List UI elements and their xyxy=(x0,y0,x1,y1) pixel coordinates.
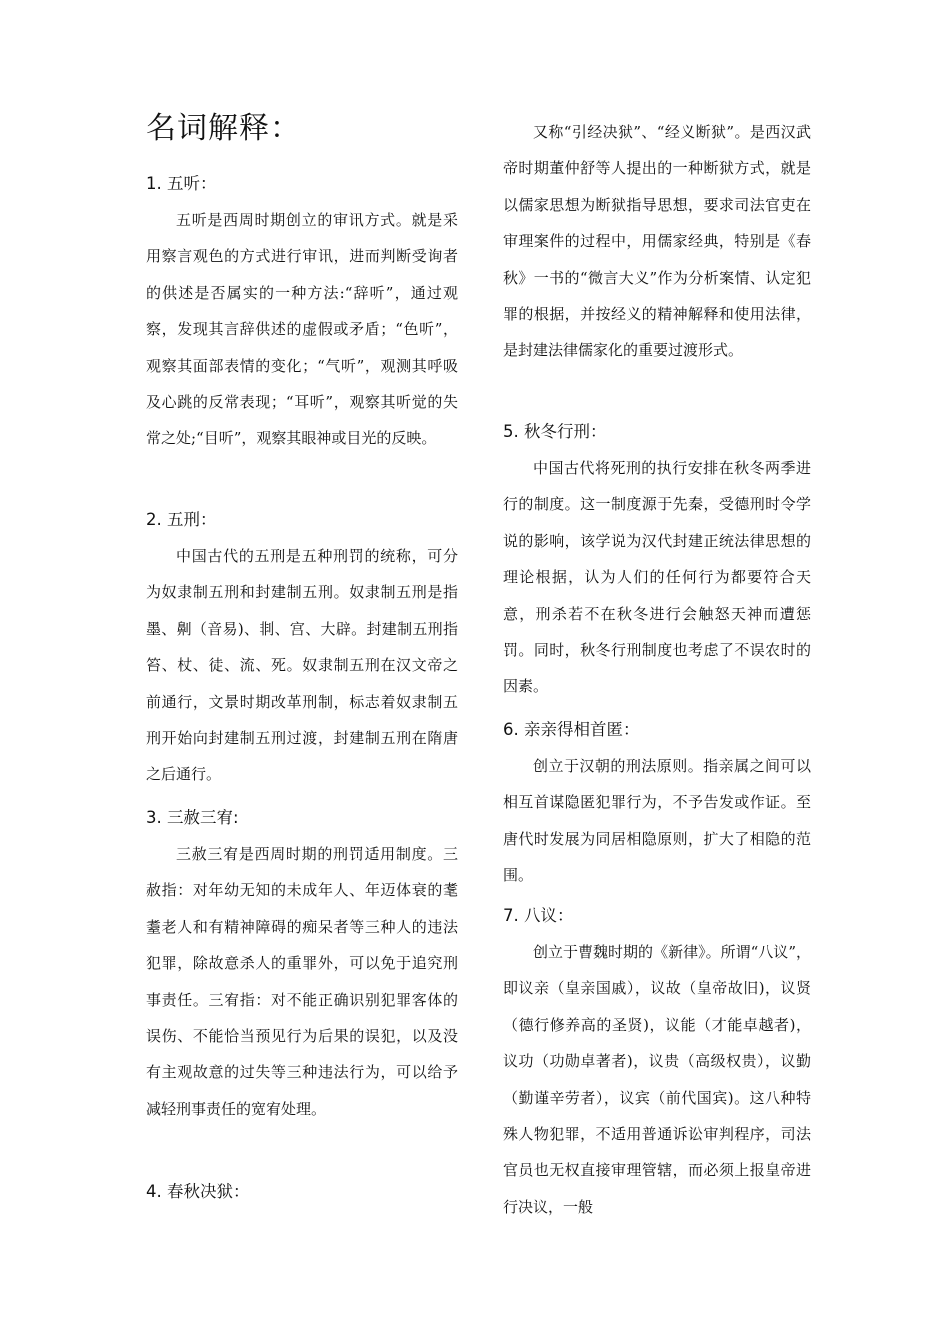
section-heading-wuxing: 2. 五刑： xyxy=(146,510,217,529)
section-body-wuting: 五听是西周时期创立的审讯方式。就是采用察言观色的方式进行审讯，进而判断受询者的供述是否属实的一种方法:“辞听”，通过观察，发现其言辞供述的虚假或矛盾；“色听”，观察其面部表情的变化；“气听”，观测其呼吸及心跳的反常表现；“耳听”，观察其听觉的失常之处;“目听”，观察其眼神或目光的反映。 xyxy=(146,211,458,448)
section-heading-bayi: 7. 八议： xyxy=(503,906,574,925)
section-heading-qiudong-xingxing: 5. 秋冬行刑： xyxy=(503,422,607,441)
section-body-bayi: 创立于曹魏时期的《新律》。所谓“八议”，即议亲（皇亲国戚），议故（皇帝故旧)，议贤（德行修养高的圣贤)，议能（才能卓越者)，议功（功勋卓著者)，议贵（高级权贵），议勤（勤谨辛劳者），议宾（前代国宾)。这八种特殊人物犯罪，不适用普通诉讼审判程序，司法官员也无权直接审理管辖，而必须上报皇帝进行决议，一般 xyxy=(503,943,811,1216)
section-heading-wuting: 1. 五听： xyxy=(146,174,217,193)
section-heading-chunqiu-jueyu: 4. 春秋决狱： xyxy=(146,1182,250,1201)
section-body-chunqiu-jueyu: 又称“引经决狱”、“经义断狱”。是西汉武帝时期董仲舒等人提出的一种断狱方式，就是以儒家思想为断狱指导思想，要求司法官吏在审理案件的过程中，用儒家经典，特别是《春秋》一书的“微言大义”作为分析案情、认定犯罪的根据，并按经义的精神解释和使用法律，是封建法律儒家化的重要过渡形式。 xyxy=(503,123,811,360)
section-body-qinqin-shouni: 创立于汉朝的刑法原则。指亲属之间可以相互首谋隐匿犯罪行为，不予告发或作证。至唐代时发展为同居相隐原则，扩大了相隐的范围。 xyxy=(503,757,811,885)
section-heading-sanshe-sanyou: 3. 三赦三宥: xyxy=(146,808,239,827)
section-body-sanshe-sanyou: 三赦三宥是西周时期的刑罚适用制度。三赦指：对年幼无知的未成年人、年迈体衰的耄耋老人和有精神障碍的痴呆者等三种人的违法犯罪，除故意杀人的重罪外，可以免于追究刑事责任。三宥指：对不能正确识别犯罪客体的误伤、不能恰当预见行为后果的误犯，以及没有主观故意的过失等三种违法行为，可以给予减轻刑事责任的宽宥处理。 xyxy=(146,845,458,1118)
section-body-wuxing: 中国古代的五刑是五种刑罚的统称，可分为奴隶制五刑和封建制五刑。奴隶制五刑是指墨、劓（音易)、剕、宫、大辟。封建制五刑指笞、杖、徒、流、死。奴隶制五刑在汉文帝之前通行，文景时期改革刑制，标志着奴隶制五刑开始向封建制五刑过渡，封建制五刑在隋唐之后通行。 xyxy=(146,547,458,784)
section-body-qiudong-xingxing: 中国古代将死刑的执行安排在秋冬两季进行的制度。这一制度源于先秦，受德刑时令学说的影响，该学说为汉代封建正统法律思想的理论根据，认为人们的任何行为都要符合天意，刑杀若不在秋冬进行会触怒天神而遭惩罚。同时，秋冬行刑制度也考虑了不误农时的因素。 xyxy=(503,459,811,696)
page-title: 名词解释： xyxy=(146,111,301,146)
section-heading-qinqin-shouni: 6. 亲亲得相首匿： xyxy=(503,720,640,739)
